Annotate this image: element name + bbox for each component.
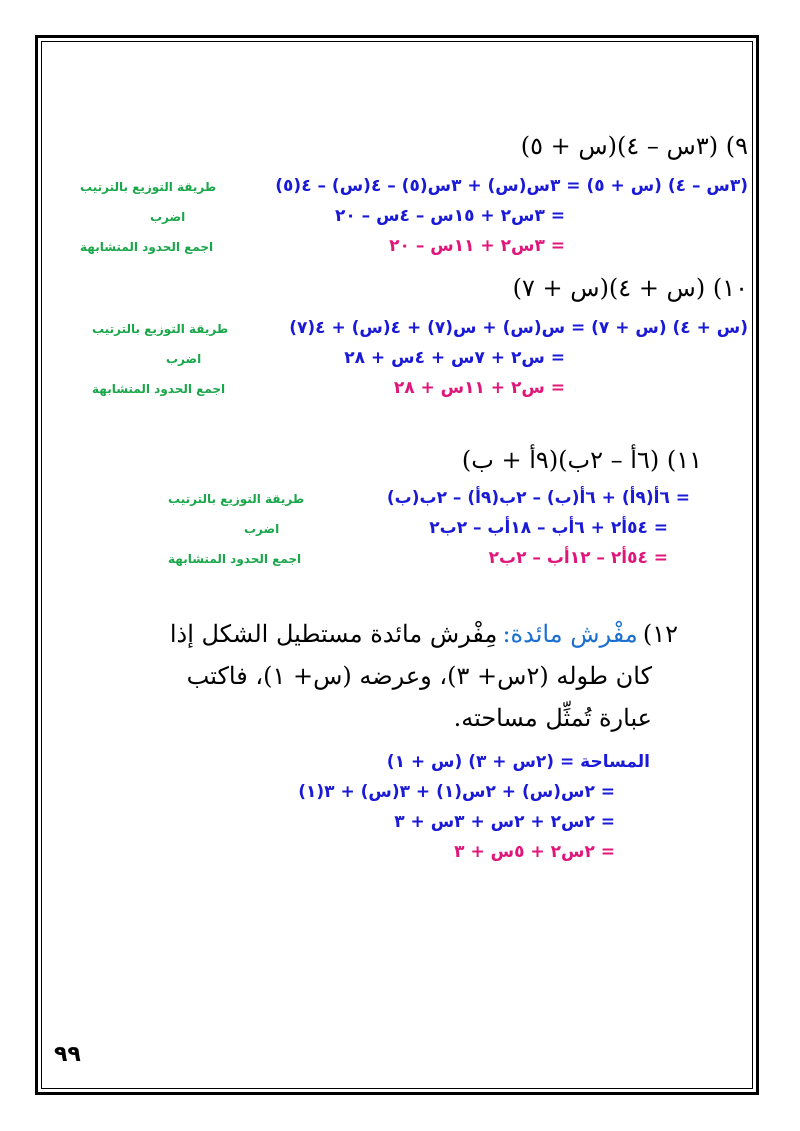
problem-10-note-combine: اجمع الحدود المتشابهة bbox=[92, 382, 226, 396]
problem-12-text-3: عبارة تُمثِّل مساحته. bbox=[453, 704, 652, 732]
problem-10-header: ١٠) (س + ٤)(س + ٧) bbox=[512, 274, 748, 302]
problem-9-multiply-step: = ٣س٢ + ١٥س – ٤س – ٢٠ bbox=[334, 206, 565, 226]
problem-11-multiply-step: = ٥٤أ٢ + ٦أب – ١٨أب – ٢ب٢ bbox=[429, 518, 668, 538]
problem-12-expansion: = ٢س(س) + ٢س(١) + ٣(س) + ٣(١) bbox=[298, 782, 615, 802]
problem-12-result: = ٢س٢ + ٥س + ٣ bbox=[454, 842, 615, 862]
problem-9-header: ٩) (٣س – ٤)(س + ٥) bbox=[520, 132, 748, 160]
problem-12-multiply-step: = ٢س٢ + ٢س + ٣س + ٣ bbox=[394, 812, 615, 832]
problem-10-expansion: (س + ٤) (س + ٧) = س(س) + س(٧) + ٤(س) + ٤(٧) bbox=[289, 318, 748, 338]
problem-12-text-2: كان طوله (٢س+ ٣)، وعرضه (س+ ١)، فاكتب bbox=[186, 662, 652, 690]
problem-10-multiply-step: = س٢ + ٧س + ٤س + ٢٨ bbox=[344, 348, 565, 368]
problem-10-note-distribute: طريقة التوزيع بالترتيب bbox=[92, 322, 229, 336]
problem-12-text-1: مِفْرش مائدة مستطيل الشكل إذا bbox=[169, 620, 498, 648]
problem-11-header: ١١) (٦أ – ٢ب)(٩أ + ب) bbox=[461, 446, 702, 474]
problem-9-note-combine: اجمع الحدود المتشابهة bbox=[80, 240, 214, 254]
problem-9-result: = ٣س٢ + ١١س – ٢٠ bbox=[389, 236, 565, 256]
problem-11-result: = ٥٤أ٢ – ١٢أب – ٢ب٢ bbox=[488, 548, 668, 568]
problem-9-expansion: (٣س – ٤) (س + ٥) = ٣س(س) + ٣س(٥) – ٤(س) – ٤(٥) bbox=[275, 176, 748, 196]
problem-10-result: = س٢ + ١١س + ٢٨ bbox=[393, 378, 565, 398]
problem-10-note-multiply: اضرب bbox=[166, 352, 202, 366]
problem-9-note-multiply: اضرب bbox=[150, 210, 186, 224]
problem-11-note-combine: اجمع الحدود المتشابهة bbox=[168, 552, 302, 566]
problem-11-note-distribute: طريقة التوزيع بالترتيب bbox=[168, 492, 305, 506]
problem-12-line-1 bbox=[170, 620, 678, 648]
problem-12-area-setup: المساحة = (٢س + ٣) (س + ١) bbox=[386, 752, 650, 772]
problem-9-note-distribute: طريقة التوزيع بالترتيب bbox=[80, 180, 217, 194]
problem-12-number: ١٢) bbox=[642, 620, 678, 648]
problem-11-expansion: = ٦أ(٩أ) + ٦أ(ب) – ٢ب(٩أ) – ٢ب(ب) bbox=[386, 488, 690, 508]
page-number: ٩٩ bbox=[54, 1042, 81, 1067]
problem-11-note-multiply: اضرب bbox=[244, 522, 280, 536]
problem-12-title: مفْرش مائدة: bbox=[502, 620, 638, 648]
